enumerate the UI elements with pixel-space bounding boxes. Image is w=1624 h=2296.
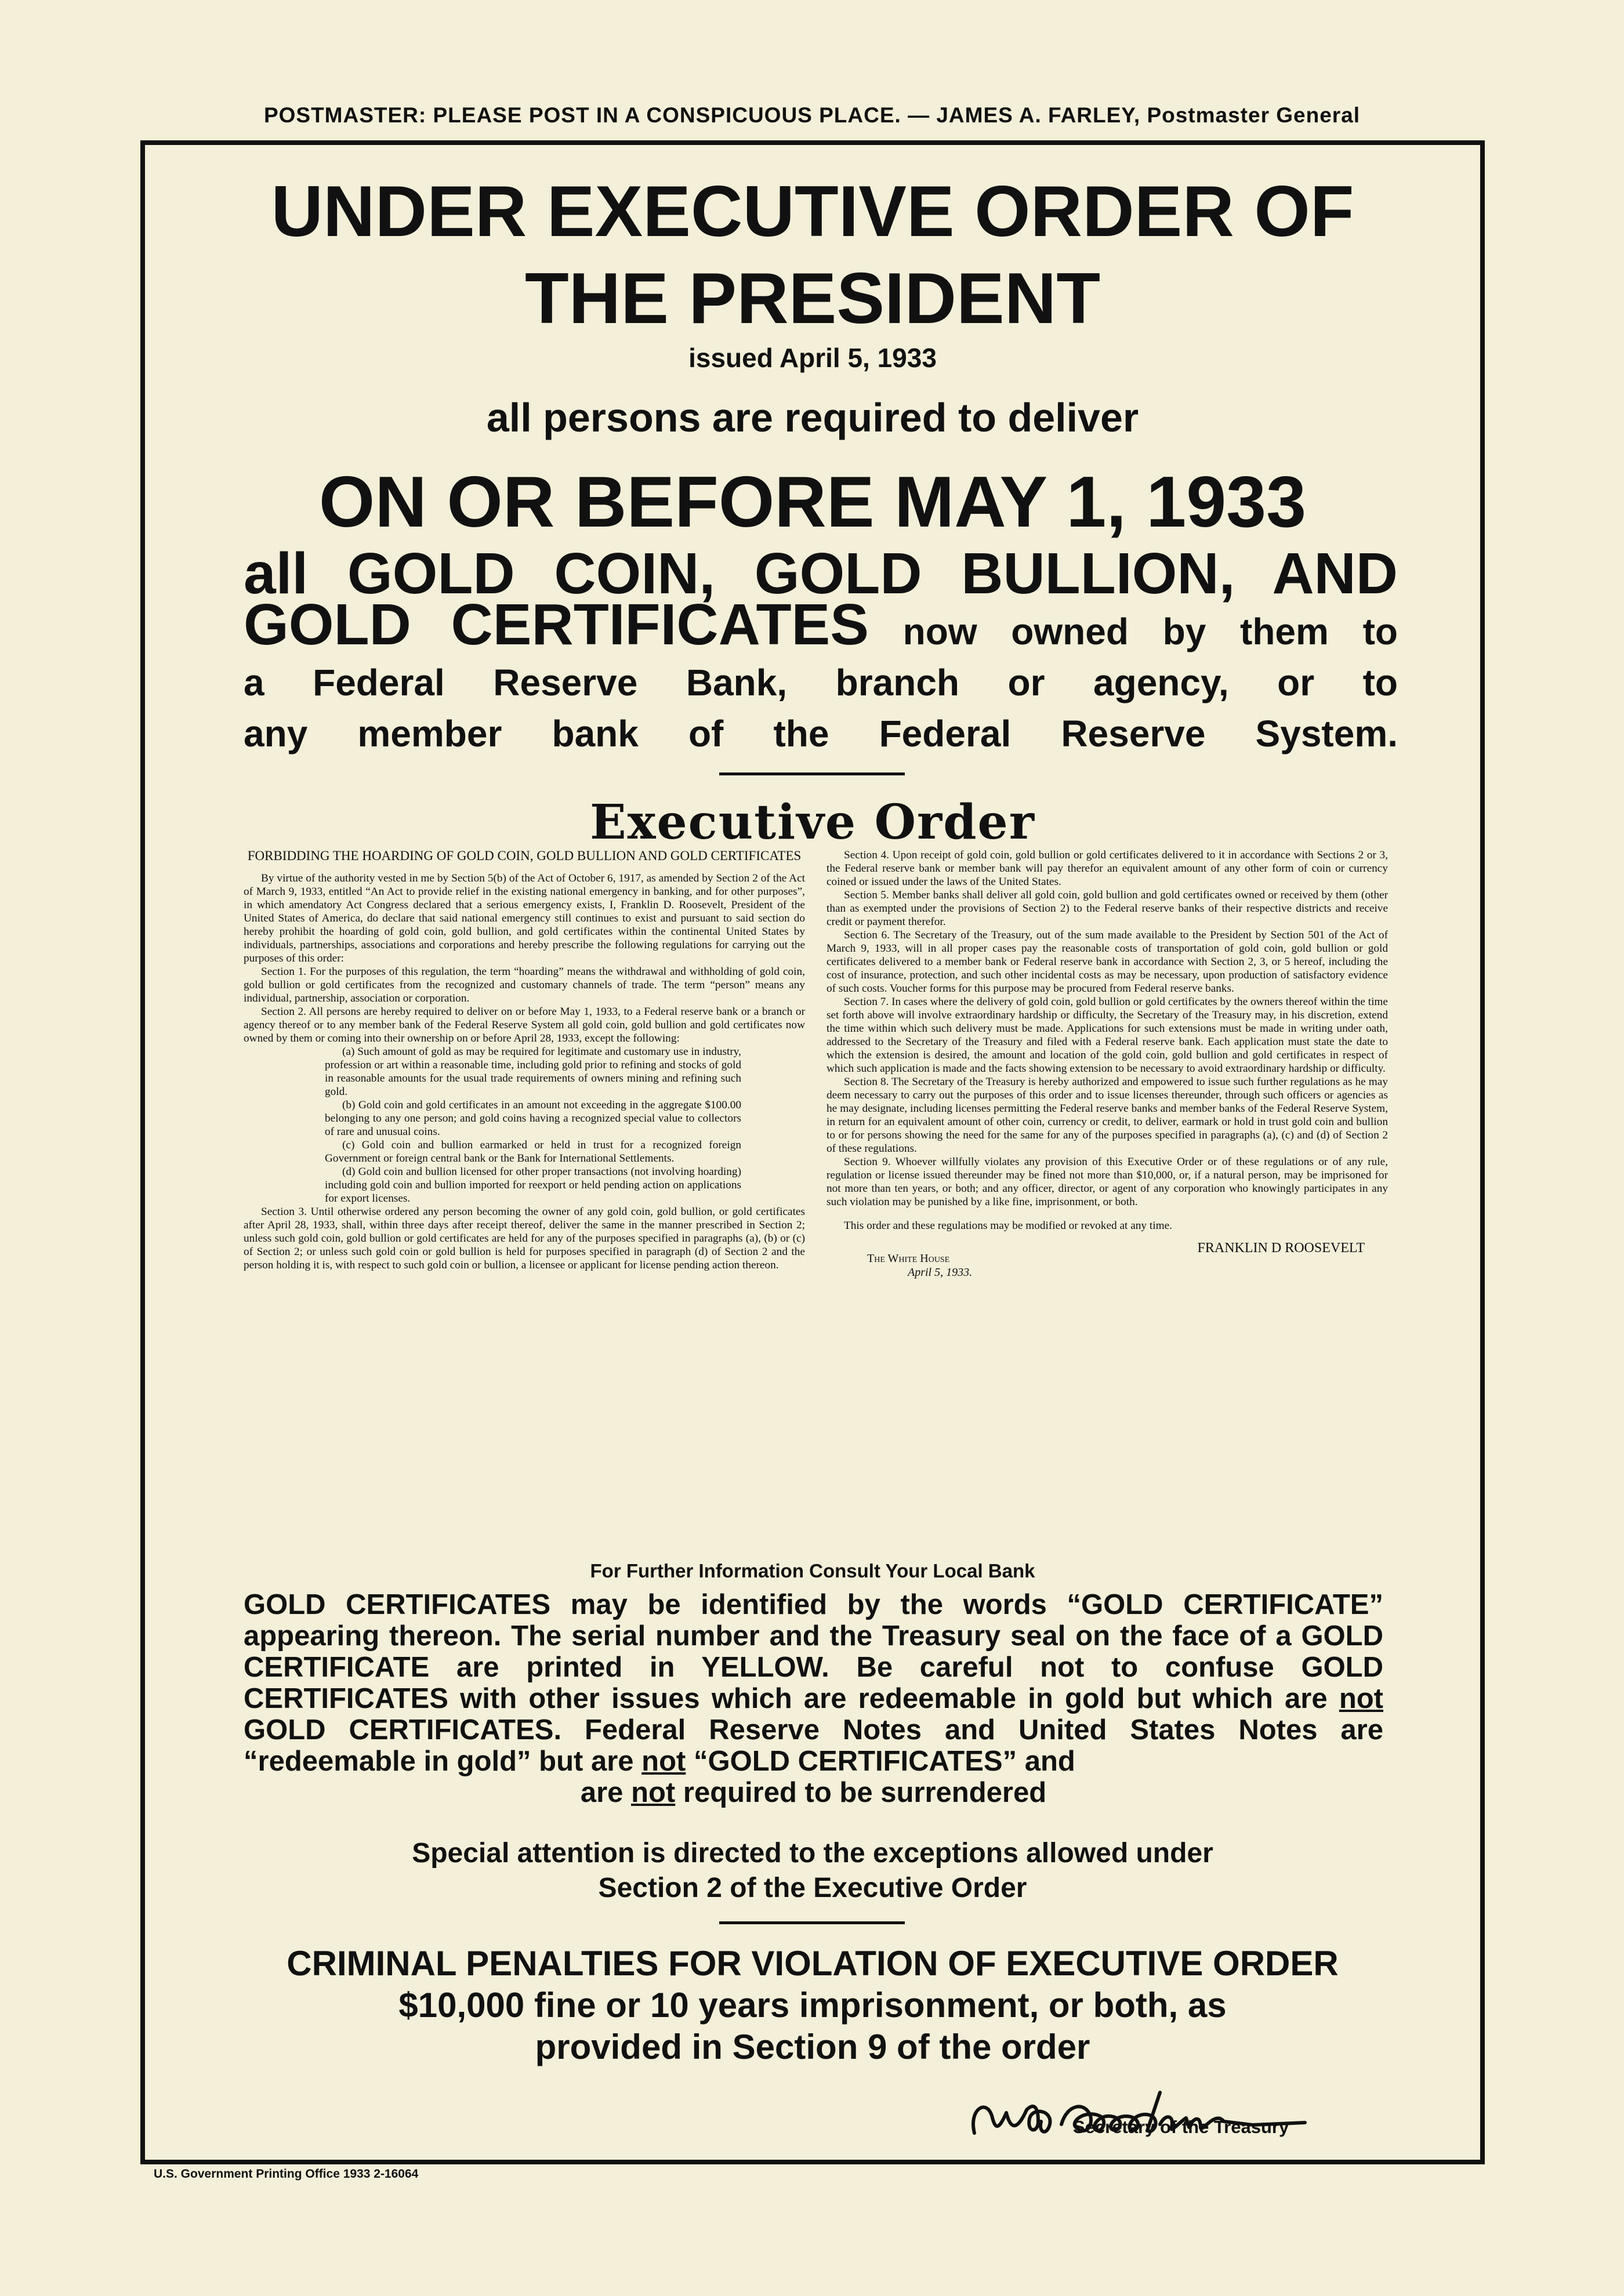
emphasis-not-2: not — [641, 1746, 686, 1777]
executive-order-title: Executive Order — [590, 795, 1035, 850]
criminal-penalties — [145, 1943, 1480, 2068]
order-section-2c: (c) Gold coin and bullion earmarked or held in trust for a recognized foreign Government or foreign central bank or the Bank for International Settlements. — [325, 1139, 741, 1165]
order-section-3: Section 3. Until otherwise ordered any person becoming the owner of any gold coin, gold bullion, or gold certificates after April 28, 1933, shall, within three days after receipt thereof, deliver the same in the manner prescribed in Section 2; unless such gold coin, gold bullion or gold certificates are held for any of the purposes specified in paragraphs (a), (b) or (c) of Section 2; or unless such gold coin or gold bullion is held for purposes specified in paragraph (d) of Section 2 and the person holding it is, with respect to such gold coin or bullion, a licensee or applicant for license pending action thereon. — [244, 1206, 805, 1271]
headline-line-1: UNDER EXECUTIVE ORDER OF — [271, 172, 1354, 252]
special-attention — [145, 1836, 1480, 1906]
order-section-6: Section 6. The Secretary of the Treasury, out of the sum made available to the President by Section 501 of the Act of March 9, 1933, will in all proper cases pay the reasonable costs of transportation of gold coin, gold bullion or gold certificates delivered to a member bank or Federal reserve bank in accordance with Section 2, 3, or 5 hereof, including the cost of insurance, protection, and such other incidental costs as may be necessary, upon production of satisfactory evidence of such costs. Voucher forms for this purpose may be procured from Federal reserve banks. — [826, 929, 1388, 995]
order-preamble: By virtue of the authority vested in me by Section 5(b) of the Act of October 6, 1917, as amended by Section 2 of the Act of March 9, 1933, entitled “An Act to provide relief in the existing national emergency in banking, and for other purposes”, in which amendatory Act Congress declared that a serious emergency exists, I, Franklin D. Roosevelt, President of the United States of America, do declare that said national emergency still continues to exist and pursuant to said section do hereby prohibit the hoarding of gold coin, gold bullion, and gold certificates within the continental United States by individuals, partnerships, associations and corporations and hereby prescribe the following regulations for carrying out the purposes of this order: — [244, 872, 805, 964]
certificates-text-3: “GOLD CERTIFICATES” and — [693, 1746, 1075, 1777]
certificates-text-4: are — [580, 1777, 624, 1808]
postmaster-note: POSTMASTER: PLEASE POST IN A CONSPICUOUS PLACE. — JAMES A. FARLEY, Postmaster General — [263, 103, 1361, 127]
deadline: ON OR BEFORE MAY 1, 1933 — [318, 462, 1307, 542]
executive-order-left-column — [244, 848, 805, 1272]
special-attention-line-1: Special attention is directed to the exceptions allowed under — [412, 1838, 1213, 1869]
headline-line-2: THE PRESIDENT — [524, 259, 1101, 339]
divider-rule-2 — [719, 1921, 905, 1924]
special-attention-line-2: Section 2 of the Executive Order — [598, 1873, 1027, 1903]
order-section-2d: (d) Gold coin and bullion licensed for other proper transactions (not involving hoarding) including gold coin and bullion imported for reexport or held pending action on applications for export licenses. — [325, 1166, 741, 1205]
gold-line-4: any member bank of the Federal Reserve System. — [244, 713, 1398, 755]
order-modified-clause: This order and these regulations may be modified or revoked at any time. — [844, 1220, 1172, 1232]
signer-title: Secretary of the Treasury — [1073, 2117, 1289, 2137]
gold-certificates-big: GOLD CERTIFICATES — [244, 592, 869, 657]
order-section-8: Section 8. The Secretary of the Treasury is hereby authorized and empowered to issue such further regulations as he may deem necessary to carry out the purposes of this order and to issue licenses thereunder, through such officers or agencies as he may designate, including licenses permitting the Federal reserve banks and member banks of the Federal Reserve System, in return for an equivalent amount of other coin, currency or credit, to deliver, earmark or hold in trust gold coin and bullion to or for persons showing the need for the same for any of the purposes specified in paragraphs (a), (c) and (d) of Section 2 of these regulations. — [826, 1076, 1388, 1155]
order-section-5: Section 5. Member banks shall deliver all gold coin, gold bullion and gold certificates owned or received by them (other than as exempted under the provisions of Section 2) to the Federal reserve banks of their respective districts and receive credit or payment therefor. — [826, 889, 1388, 928]
order-date: April 5, 1933. — [908, 1266, 973, 1279]
certificates-last-line — [244, 1777, 1383, 1808]
gold-certificates-notice — [244, 1589, 1383, 1808]
woodin-signature — [951, 2069, 1427, 2162]
gold-delivery-statement — [244, 541, 1398, 759]
order-section-7: Section 7. In cases where the delivery of gold coin, gold bullion or gold certificates by the owners thereof within the time set forth above will involve extraordinary hardship or difficulty, the Secretary of the Treasury may, in his discretion, extend the time within which such delivery must be made. Applications for such extensions must be made in writing under oath, addressed to the Secretary of the Treasury and filed with a Federal reserve bank. Each application must state the date to which the extension is desired, the amount and location of the gold coin, gold bullion and gold certificates in respect of which such application is made and the facts showing extension to be necessary to avoid extraordinary hardship or difficulty. — [826, 996, 1388, 1075]
required-statement: all persons are required to deliver — [486, 395, 1139, 440]
divider-rule-1 — [719, 772, 905, 775]
penalties-line-1: CRIMINAL PENALTIES FOR VIOLATION OF EXECUTIVE ORDER — [287, 1944, 1339, 1983]
order-section-2b: (b) Gold coin and gold certificates in an amount not exceeding in the aggregate $100.00 belonging to any one person; and gold coins having a recognized special value to collectors of rare and unusual coins. — [325, 1099, 741, 1138]
gold-line-2 — [244, 592, 1398, 657]
headline-title — [145, 168, 1480, 342]
emphasis-not-1: not — [1339, 1683, 1383, 1714]
order-section-2: Section 2. All persons are hereby required to deliver on or before May 1, 1933, to a Federal reserve bank or a branch or agency thereof or to any member bank of the Federal Reserve System all gold coin, gold bullion and gold certificates now owned by them or coming into their ownership on or before April 28, 1933, except the following: — [244, 1006, 805, 1044]
gold-line-2-rest: now owned by them to — [902, 611, 1398, 652]
order-section-1: Section 1. For the purposes of this regulation, the term “hoarding” means the withdrawal and withholding of gold coin, gold bullion or gold certificates from the recognized and customary channels of trade. The term “person” means any individual, partnership, association or corporation. — [244, 966, 805, 1004]
certificates-text-2: GOLD CERTIFICATES. Federal Reserve Notes and United States Notes are “redeemable in gold” but are — [244, 1714, 1383, 1777]
further-info: For Further Information Consult Your Local Bank — [590, 1560, 1035, 1582]
printing-office-footer: U.S. Government Printing Office 1933 2-16064 — [154, 2167, 419, 2181]
order-signer: FRANKLIN D ROOSEVELT — [1197, 1241, 1365, 1256]
penalties-line-2: $10,000 fine or 10 years imprisonment, or both, as — [398, 1986, 1227, 2025]
penalties-line-3: provided in Section 9 of the order — [535, 2027, 1090, 2066]
order-heading: FORBIDDING THE HOARDING OF GOLD COIN, GOLD BULLION AND GOLD CERTIFICATES — [247, 848, 802, 863]
emphasis-not-3: not — [631, 1777, 676, 1808]
issued-date: issued April 5, 1933 — [688, 343, 937, 373]
order-section-9: Section 9. Whoever willfully violates any provision of this Executive Order or of these regulations or of any rule, regulation or license issued thereunder may be fined not more than $10,000, or, if a natural person, may be imprisoned for not more than ten years, or both; and any officer, director, or agent of any corporation who knowingly participates in any such violation may be punished by a like fine, imprisonment, or both. — [826, 1156, 1388, 1208]
gold-line-1: all GOLD COIN, GOLD BULLION, AND — [244, 541, 1398, 606]
poster-frame — [140, 140, 1485, 2164]
order-signature-block — [826, 1241, 1388, 1287]
certificates-paragraph — [244, 1589, 1383, 1777]
executive-order-right-column — [826, 848, 1388, 1287]
gold-line-3: a Federal Reserve Bank, branch or agency, or to — [244, 662, 1398, 703]
order-section-4: Section 4. Upon receipt of gold coin, gold bullion or gold certificates delivered to it in accordance with Sections 2 or 3, the Federal reserve bank or member bank will pay therefor an equivalent amount of any other form of coin or currency coined or issued under the laws of the United States. — [826, 849, 1388, 888]
certificates-text-5: required to be surrendered — [683, 1777, 1047, 1808]
order-place: The White House — [867, 1252, 950, 1265]
order-section-2a: (a) Such amount of gold as may be required for legitimate and customary use in industry, profession or art within a reasonable time, including gold prior to refining and stocks of gold in reasonable amounts for the usual trade requirements of owners mining and refining such gold. — [325, 1046, 741, 1098]
certificates-text-1: GOLD CERTIFICATES may be identified by the words “GOLD CERTIFICATE” appearing thereon. The serial number and the Treasury seal on the face of a GOLD CERTIFICATE are printed in YELLOW. Be careful not to confuse GOLD CERTIFICATES with other issues which are redeemable in gold but which are — [244, 1589, 1383, 1714]
